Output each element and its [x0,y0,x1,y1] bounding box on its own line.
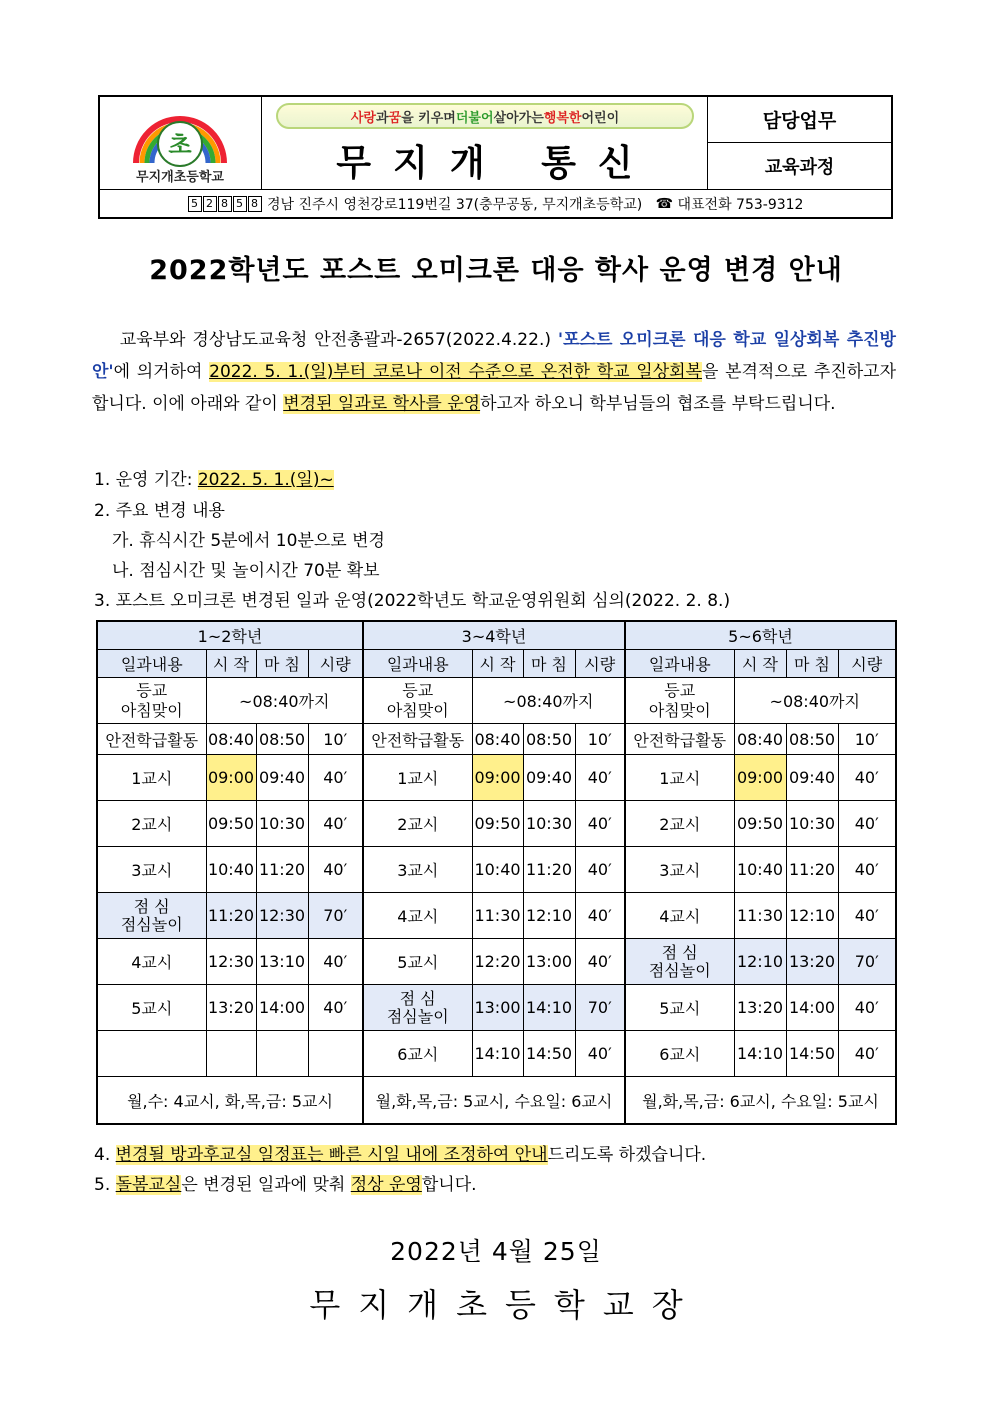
end-time: 09:40 [786,755,838,801]
period-name: 5교시 [97,985,206,1031]
note-text: 은 변경된 일과에 맞춰 [181,1175,351,1195]
intro-text: 교육부와 경상남도교육청 안전총괄과-2657(2022.4.22.) [119,330,558,350]
period-name: 4교시 [97,939,206,985]
start-time: 12:10 [734,939,786,985]
start-time: 12:30 [206,939,256,985]
end-time: 14:10 [523,985,575,1031]
start-time: 09:50 [734,801,786,847]
period-name: 3교시 [97,847,206,893]
period-name: 안전학급활동 [363,724,472,755]
item-label: 1. 운영 기간: [94,470,198,490]
duration: 40′ [838,755,896,801]
start-time: 14:10 [472,1031,523,1077]
period-name: 3교시 [625,847,734,893]
period-row [97,939,896,985]
end-time: 14:00 [786,985,838,1031]
column-header: 시량 [575,650,625,678]
start-time: 10:40 [206,847,256,893]
logo-school-name: 무지개초등학교 [136,170,224,185]
start-time: 09:00 [206,755,256,801]
grade-header: 1~2학년 [97,621,363,650]
lunch-label: 점 심 [133,896,170,916]
period-name: 6교시 [363,1031,472,1077]
end-time: 13:10 [256,939,308,985]
period-row [97,893,896,939]
note-number: 5. [94,1175,116,1195]
highlight-recovery-date: 2022. 5. 1.(일)부터 코로나 이전 수준으로 온전한 학교 일상회복 [209,362,702,382]
arrival-text: 등교 [664,680,696,700]
end-time: 14:50 [786,1031,838,1077]
postcode-digit: 2 [203,196,217,212]
item-operation-period [94,465,334,495]
column-header: 시량 [838,650,896,678]
note-text: 합니다. [421,1175,477,1195]
duration: 40′ [575,893,625,939]
period-name: 6교시 [625,1031,734,1077]
end-time: 10:30 [523,801,575,847]
postcode-digit: 5 [233,196,247,212]
weekly-schedule-summary: 월,수: 4교시, 화,목,금: 5교시 [97,1077,363,1125]
start-time: 10:40 [472,847,523,893]
slogan-part: 더불어 [455,110,494,126]
duration: 40′ [575,1031,625,1077]
column-header-row [97,650,896,678]
end-time: 08:50 [786,724,838,755]
start-time: 11:30 [734,893,786,939]
arrival-time: ~08:40까지 [206,678,363,724]
issue-date: 2022년 4월 25일 [390,1237,602,1266]
intro-text: 하고자 하오니 학부님들의 협조를 부탁드립니다. [480,394,836,414]
end-time: 14:50 [523,1031,575,1077]
end-time: 11:20 [786,847,838,893]
note-text: 드리도록 하겠습니다. [547,1145,707,1165]
start-time: 08:40 [472,724,523,755]
end-time: 09:40 [256,755,308,801]
slogan-part: 어린이 [581,110,620,126]
grade-header: 5~6학년 [625,621,896,650]
column-header: 시 작 [472,650,523,678]
duration: 10′ [575,724,625,755]
period-row [97,847,896,893]
duration: 40′ [308,755,363,801]
period-name: 2교시 [97,801,206,847]
duration: 40′ [575,847,625,893]
arrival-label [363,678,472,724]
weekly-schedule-summary: 월,화,목,금: 6교시, 수요일: 5교시 [625,1077,896,1125]
period-name [97,893,206,939]
duration: 40′ [838,1031,896,1077]
note-afterschool [94,1140,706,1165]
start-time: 09:50 [472,801,523,847]
slogan-part: 과 [375,110,389,126]
grade-header: 3~4학년 [363,621,625,650]
end-time: 13:00 [523,939,575,985]
school-logo [100,97,260,187]
period-row [97,801,896,847]
intro-paragraph [92,324,896,420]
timetable-body [97,724,896,1077]
newsletter-header [98,95,893,219]
lunch-label: 점심놀이 [386,1006,449,1026]
item-change-b: 나. 점심시간 및 놀이시간 70분 확보 [112,561,380,581]
department-cell [708,97,891,189]
operation-period-value: 2022. 5. 1.(일)~ [197,470,334,490]
period-name: 4교시 [625,893,734,939]
period-name: 1교시 [625,755,734,801]
arrival-text: 아침맞이 [648,700,711,720]
start-time: 13:20 [734,985,786,1031]
duration: 40′ [838,893,896,939]
timetable-footer-row [97,1077,896,1125]
timetable [96,620,897,1125]
newsletter-title-cell [262,97,708,189]
start-time: 11:30 [472,893,523,939]
period-row [97,1031,896,1077]
duration: 40′ [308,939,363,985]
end-time: 14:00 [256,985,308,1031]
policy-reference: '포스트 오미크론 대응 학교 일상회복 추진방안' [92,330,896,382]
start-time: 08:40 [734,724,786,755]
logo-center-glyph: 초 [168,131,192,159]
end-time: 11:20 [256,847,308,893]
column-header: 마 침 [256,650,308,678]
postcode-digit: 8 [248,196,262,212]
postcode-digit: 8 [218,196,232,212]
period-name [625,939,734,985]
duration: 40′ [838,985,896,1031]
duration: 40′ [575,801,625,847]
note-number: 4. [94,1145,116,1165]
intro-text: 을 본격적으로 추진하고자 합니다. 이에 아래와 같이 [92,362,897,414]
end-time: 08:50 [256,724,308,755]
duration: 10′ [838,724,896,755]
principal-signature: 무지개초등학교장 [309,1286,701,1324]
arrival-time: ~08:40까지 [734,678,896,724]
period-name: 1교시 [363,755,472,801]
duration [308,1031,363,1077]
department-value: 교육과정 [764,157,835,178]
end-time: 10:30 [256,801,308,847]
column-header: 마 침 [786,650,838,678]
duration: 40′ [575,939,625,985]
slogan-part: 꿈 [388,110,402,126]
period-name [363,985,472,1031]
duration: 10′ [308,724,363,755]
start-time: 09:50 [206,801,256,847]
school-logo-cell [100,97,262,189]
start-time [206,1031,256,1077]
school-slogan [276,103,694,129]
phone-icon: ☎ [655,195,674,212]
period-name: 안전학급활동 [97,724,206,755]
arrival-text: 아침맞이 [386,700,449,720]
end-time: 10:30 [786,801,838,847]
arrival-text: 등교 [402,680,434,700]
period-name: 4교시 [363,893,472,939]
end-time: 12:30 [256,893,308,939]
arrival-time: ~08:40까지 [472,678,625,724]
document-title: 2022학년도 포스트 오미크론 대응 학사 운영 변경 안내 [149,255,843,286]
intro-text: 에 의거하여 [113,362,210,382]
slogan-part: 을 키우며 [401,110,456,126]
lunch-label: 점심놀이 [648,960,711,980]
postcode [188,195,263,212]
department-label: 담당업무 [708,97,891,143]
period-name: 3교시 [363,847,472,893]
duration: 70′ [838,939,896,985]
period-name: 5교시 [363,939,472,985]
grade-header-row [97,621,896,650]
end-time: 09:40 [523,755,575,801]
weekly-schedule-summary: 월,화,목,금: 5교시, 수요일: 6교시 [363,1077,625,1125]
lunch-label: 점심놀이 [120,914,183,934]
end-time: 12:10 [523,893,575,939]
column-header: 일과내용 [97,650,206,678]
period-row [97,755,896,801]
school-address-bar [100,189,891,217]
start-time: 14:10 [734,1031,786,1077]
column-header: 마 침 [523,650,575,678]
logo-arc-text: MUJIGAE ELEMENTARY SCHOOL [133,110,227,117]
period-name: 2교시 [625,801,734,847]
start-time: 11:20 [206,893,256,939]
end-time: 12:10 [786,893,838,939]
column-header: 일과내용 [625,650,734,678]
lunch-label: 점 심 [661,942,698,962]
postcode-digit: 5 [188,196,202,212]
address-text: 경남 진주시 영천강로119번길 37(충무공동, 무지개초등학교) [266,196,643,213]
note-highlight: 변경될 방과후교실 일정표는 빠른 시일 내에 조정하여 안내 [115,1145,548,1165]
slogan-part: 사랑 [350,110,376,126]
period-row [97,724,896,755]
end-time [256,1031,308,1077]
start-time: 12:20 [472,939,523,985]
column-header: 시 작 [734,650,786,678]
slogan-part: 행복한 [543,110,582,126]
duration: 40′ [838,847,896,893]
arrival-label [625,678,734,724]
duration: 40′ [575,755,625,801]
start-time: 13:20 [206,985,256,1031]
period-name: 5교시 [625,985,734,1031]
note-highlight: 정상 운영 [350,1175,422,1195]
start-time: 09:00 [734,755,786,801]
arrival-label [97,678,206,724]
period-row [97,985,896,1031]
duration: 40′ [838,801,896,847]
duration: 40′ [308,801,363,847]
start-time: 09:00 [472,755,523,801]
duration: 40′ [308,847,363,893]
column-header: 시 작 [206,650,256,678]
slogan-part: 살아가는 [493,110,544,126]
duration: 70′ [575,985,625,1031]
item-main-changes: 2. 주요 변경 내용 [94,501,225,521]
end-time: 08:50 [523,724,575,755]
column-header: 일과내용 [363,650,472,678]
highlight-schedule-change: 변경된 일과로 학사를 운영 [283,394,481,414]
duration: 70′ [308,893,363,939]
newsletter-name: 무지개 통신 [336,142,655,184]
duration: 40′ [308,985,363,1031]
arrival-text: 등교 [136,680,168,700]
item-timetable-heading: 3. 포스트 오미크론 변경된 일과 운영(2022학년도 학교운영위원회 심의(2022. 2. 8.) [94,591,731,611]
note-care-class [94,1170,477,1195]
start-time: 13:00 [472,985,523,1031]
lunch-label: 점 심 [399,988,436,1008]
arrival-row [97,678,896,724]
end-time: 11:20 [523,847,575,893]
period-name: 안전학급활동 [625,724,734,755]
start-time: 08:40 [206,724,256,755]
phone-number: 대표전화 753-9312 [677,196,804,213]
period-name: 1교시 [97,755,206,801]
period-name: 2교시 [363,801,472,847]
item-change-a: 가. 휴식시간 5분에서 10분으로 변경 [112,531,385,551]
column-header: 시량 [308,650,363,678]
period-name [97,1031,206,1077]
start-time: 10:40 [734,847,786,893]
arrival-text: 아침맞이 [120,700,183,720]
note-highlight: 돌봄교실 [115,1175,182,1195]
end-time: 13:20 [786,939,838,985]
